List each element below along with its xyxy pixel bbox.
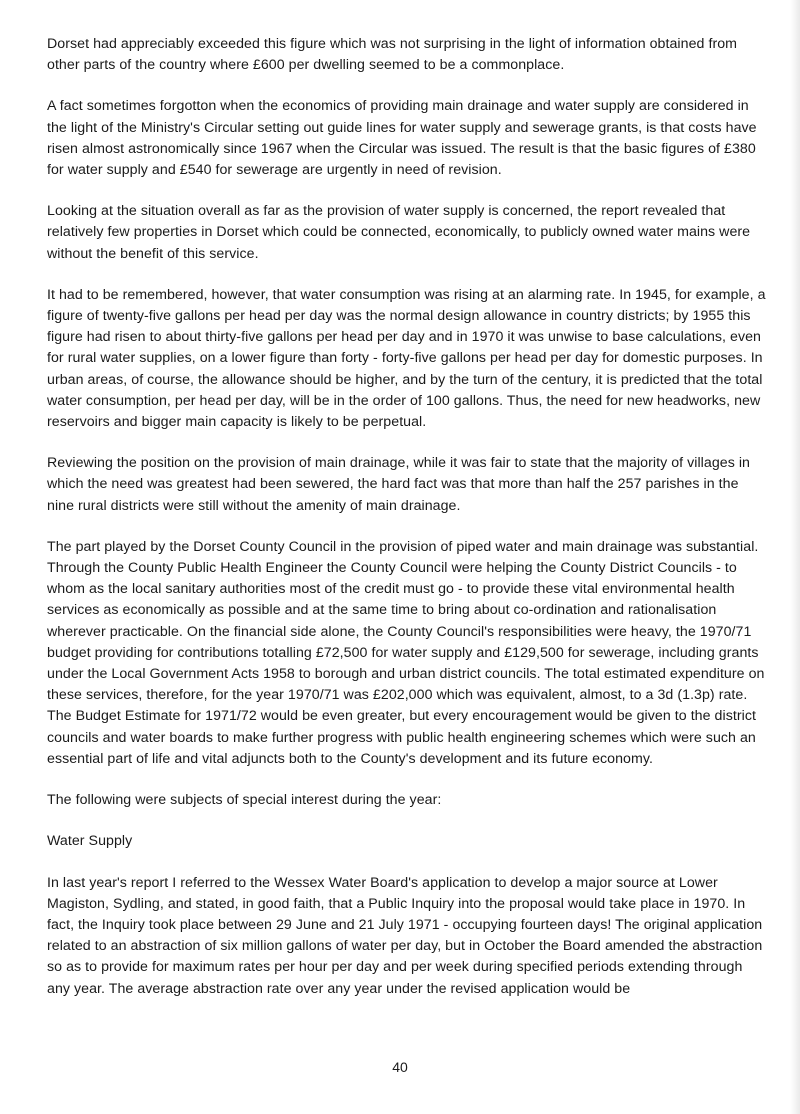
document-body <box>47 34 769 1020</box>
paragraph: Reviewing the position on the provision of main drainage, while it was fair to state that the majority of villages in which the need was greatest had been sewered, the hard fact was that more than half the 257 parishes in the nine rural districts were still without the amenity of main drainage. <box>47 455 750 514</box>
paragraph: It had to be remembered, however, that water consumption was rising at an alarming rate. In 1945, for example, a figure of twenty-five gallons per head per day was the normal design allowance in country districts; by 1955 this figure had risen to about thirty-five gallons per head per day and in 1970 it was unwise to base calculations, even for rural water supplies, on a lower figure than forty - forty-five gallons per head per day for domestic purposes. In urban areas, of course, the allowance should be higher, and by the turn of the century, it is predicted that the total water consumption, per head per day, will be in the order of 100 gallons. Thus, the need for new headworks, new reservoirs and bigger main capacity is likely to be perpetual. <box>47 286 766 431</box>
paragraph: Looking at the situation overall as far as the provision of water supply is concerned, the report revealed that relatively few properties in Dorset which could be connected, economically, to publicly owned water mains were without the benefit of this service. <box>47 203 751 262</box>
paragraph: In last year's report I referred to the Wessex Water Board's application to develop a major source at Lower Magiston, Sydling, and stated, in good faith, that a Public Inquiry into the proposal would take place in 1970. In fact, the Inquiry took place between 29 June and 21 July 1971 - occupying fourteen days! The original application related to an abstraction of six million gallons of water per day, but in October the Board amended the abstraction so as to provide for maximum rates per hour per day and per week during specified periods extending through any year. The average abstraction rate over any year under the revised application would be <box>47 874 763 997</box>
paragraph: The following were subjects of special interest during the year: <box>47 792 442 809</box>
page-edge-shadow <box>790 0 800 1114</box>
paragraph: The part played by the Dorset County Council in the provision of piped water and main drainage was substantial. Through the County Public Health Engineer the County Council were helping the County District Councils - to whom as the local sanitary authorities most of the credit must go - to provide these vital environmental health services as economically as possible and at the same time to bring about co-ordination and rationalisation wherever practicable. On the financial side alone, the County Council's responsibilities were heavy, the 1970/71 budget providing for contributions totalling £72,500 for water supply and £129,500 for sewerage, including grants under the Local Government Acts 1958 to borough and urban district councils. The total estimated expenditure on these services, therefore, for the year 1970/71 was £202,000 which was equivalent, almost, to a 3d (1.3p) rate. The Budget Estimate for 1971/72 would be even greater, but every encouragement would be given to the district councils and water boards to make further progress with public health engineering schemes which were such an essential part of life and vital adjuncts both to the County's development and its future economy. <box>47 538 765 767</box>
section-heading: Water Supply <box>47 833 133 850</box>
paragraph: A fact sometimes forgotton when the economics of providing main drainage and water supply are considered in the light of the Ministry's Circular setting out guide lines for water supply and sewerage grants, is that costs have risen almost astronomically since 1967 when the Circular was issued. The result is that the basic figures of £380 for water supply and £540 for sewerage are urgently in need of revision. <box>47 98 757 179</box>
page-number: 40 <box>392 1059 408 1075</box>
paragraph: Dorset had appreciably exceeded this figure which was not surprising in the light of information obtained from other parts of the country where £600 per dwelling seemed to be a commonplace. <box>47 36 738 74</box>
